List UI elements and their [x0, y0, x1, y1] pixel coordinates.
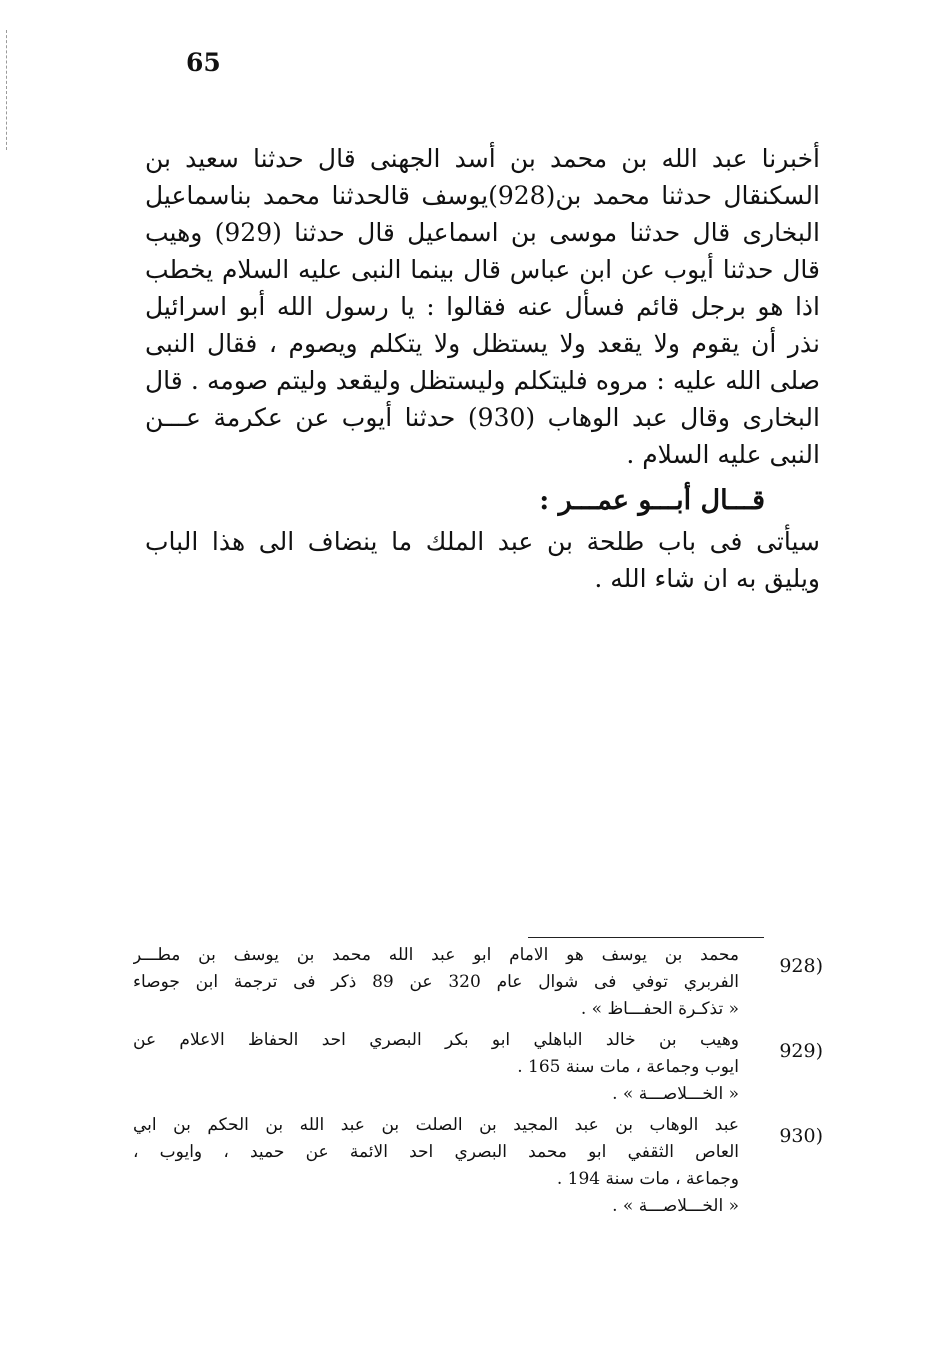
section-paragraph-line: ويليق به ان شاء الله .: [594, 564, 820, 593]
footnote-line: العاص الثقفي ابو محمد البصري احد الائمة عن حميد ، وايوب ،: [133, 1142, 739, 1162]
footnote-928: [133, 942, 823, 1023]
main-paragraph-line: أخبرنا عبد الله بن محمد بن أسد الجهنى قال حدثنا سعيد بن: [145, 144, 820, 173]
footnote-line: ايوب وجماعة ، مات سنة 165 .: [517, 1057, 739, 1077]
main-paragraph-line: السكنقال حدثنا محمد بن(928)يوسف قالحدثنا محمد بناسماعيل: [145, 181, 820, 210]
section-paragraph: [145, 523, 820, 597]
main-paragraph-line: النبى عليه السلام .: [626, 440, 820, 469]
footnote-line: « الخـــلاصـــة » .: [612, 1084, 739, 1104]
main-paragraph-line: اذا هو برجل قائم فسأل عنه فقالوا : يا رسول الله أبو اسرائيل: [145, 292, 820, 321]
footnote-text: [133, 1027, 753, 1108]
section-paragraph-line: سيأتى فى باب طلحة بن عبد الملك ما ينضاف الى هذا الباب: [145, 527, 820, 556]
main-paragraph-line: نذر أن يقوم ولا يقعد ولا يستظل ولا يتكلم ويصوم ، فقال النبى: [145, 329, 820, 358]
footnote-line: الفربري توفي فى شوال عام 320 عن 89 ذكر فى ترجمة ابن جوصاء: [133, 972, 739, 992]
main-paragraph-line: قال حدثنا أيوب عن ابن عباس قال بينما النبى عليه السلام يخطب: [145, 255, 820, 284]
main-text-block: [145, 140, 820, 597]
page-number: 65: [186, 48, 221, 77]
main-paragraph-line: صلى الله عليه : مروه فليتكلم وليستظل وليقعد وليتم صومه . قال: [145, 366, 820, 395]
scan-margin-mark: [6, 30, 8, 150]
footnote-line: محمد بن يوسف هو الامام ابو عبد الله محمد بن يوسف بن مطـــر: [133, 945, 739, 965]
footnote-line: « الخـــلاصـــة » .: [612, 1196, 739, 1216]
footnote-number: 930): [779, 1125, 823, 1147]
main-paragraph-line: البخارى وقال عبد الوهاب (930) حدثنا أيوب عن عكرمة عـــن: [145, 403, 820, 432]
footnote-text: [133, 1112, 753, 1220]
footnote-line: عبد الوهاب بن عبد المجيد بن الصلت بن عبد الله بن الحكم بن ابي: [133, 1115, 739, 1135]
footnote-number: 928): [779, 955, 823, 977]
footnote-separator: [528, 937, 764, 938]
section-heading: قـــال أبـــو عمـــر :: [539, 485, 765, 516]
main-paragraph-line: البخارى قال حدثنا موسى بن اسماعيل قال حدثنا (929) وهيب: [145, 218, 820, 247]
footnote-line: وهيب بن خالد الباهلي ابو بكر البصري احد الحفاظ الاعلام عن: [133, 1030, 739, 1050]
footnote-929: [133, 1027, 823, 1108]
footnote-line: وجماعة ، مات سنة 194 .: [556, 1169, 739, 1189]
footnotes-block: [133, 942, 823, 1224]
footnote-number: 929): [779, 1040, 823, 1062]
footnote-line: « تذكـرة الحفـــاظ » .: [580, 999, 739, 1019]
footnote-text: [133, 942, 753, 1023]
footnote-930: [133, 1112, 823, 1220]
